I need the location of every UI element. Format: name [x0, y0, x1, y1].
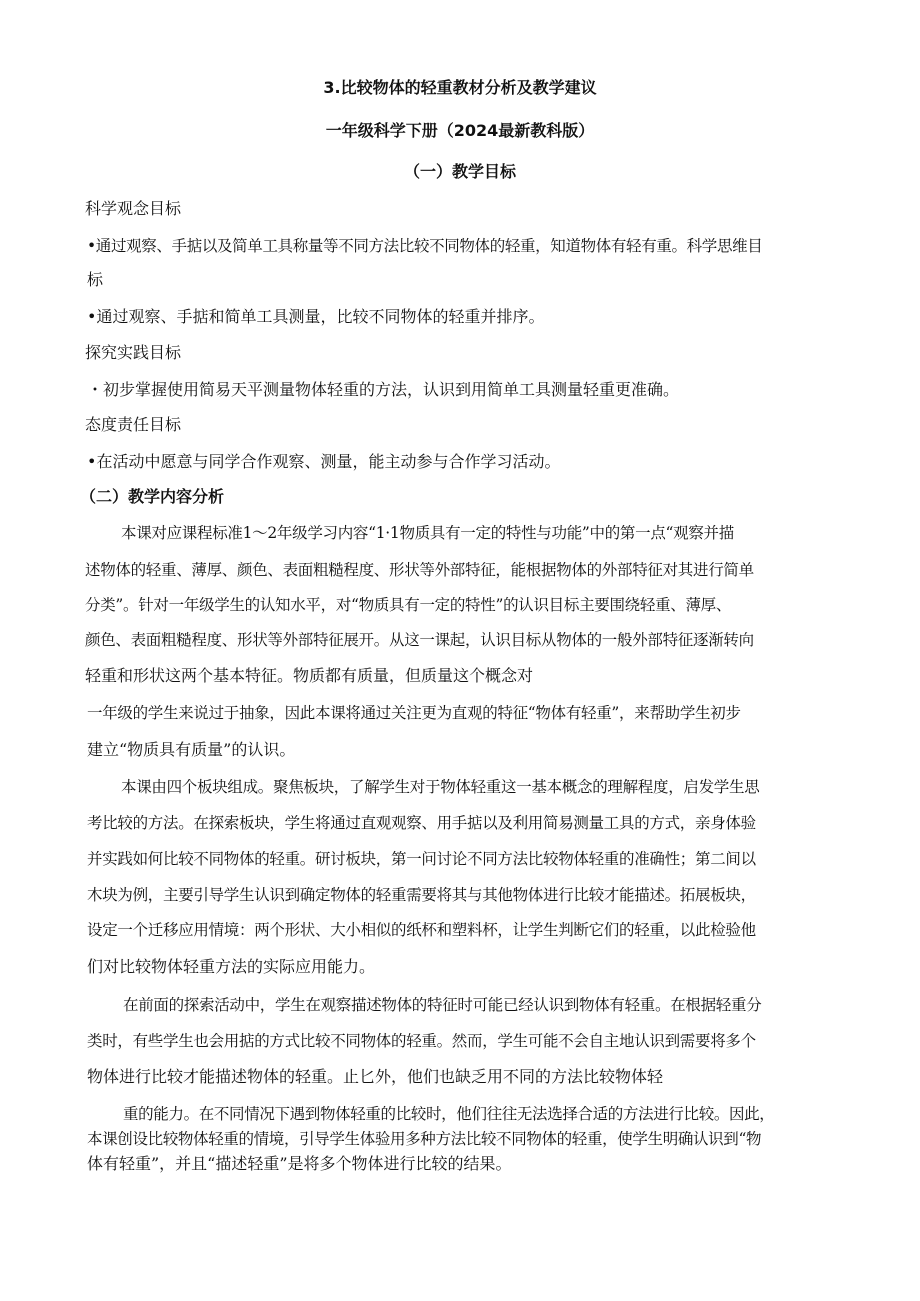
paragraph-line: 分类”。针对一年级学生的认知水平，对“物质具有一定的特性”的认识目标主要围绕轻重、薄厚、	[85, 596, 732, 614]
section-heading-content-analysis: （二）教学内容分析	[80, 487, 225, 506]
goal-item-inquiry-practice: ・初步掌握使用简易天平测量物体轻重的方法，认识到用简单工具测量轻重更准确。	[87, 380, 680, 399]
paragraph-line: 体有轻重”，并且“描述轻重”是将多个物体进行比较的结果。	[87, 1154, 512, 1173]
goal-item-scientific-thinking: •通过观察、手掂和简单工具测量，比较不同物体的轻重并排序。	[87, 307, 545, 326]
paragraph-line: 在前面的探索活动中，学生在观察描述物体的特征时可能已经认识到物体有轻重。在根据轻重分	[123, 996, 762, 1014]
paragraph-line: 本课创设比较物体轻重的情境，引导学生体验用多种方法比较不同物体的轻重，使学生明确认识到“物	[87, 1130, 762, 1148]
paragraph-line: 述物体的轻重、薄厚、颜色、表面粗糙程度、形状等外部特征，能根据物体的外部特征对其进行简单	[85, 561, 754, 579]
goal-item-science-concept: •通过观察、手掂以及简单工具称量等不同方法比较不同物体的轻重，知道物体有轻有重。科学思维目	[87, 237, 763, 255]
paragraph-line: 木块为例，主要引导学生认识到确定物体的轻重需要将其与其他物体进行比较才能描述。拓展板块，	[87, 886, 756, 904]
paragraph-line: 颜色、表面粗糙程度、形状等外部特征展开。从这一课起，认识目标从物体的一般外部特征逐渐转向	[85, 631, 754, 649]
section-heading-teaching-goals: （一）教学目标	[403, 162, 516, 181]
paragraph-line: 考比较的方法。在探索板块，学生将通过直观观察、用手掂以及利用简易测量工具的方式，亲身体验	[87, 814, 756, 832]
paragraph-line: 设定一个迁移应用情境：两个形状、大小相似的纸杯和塑料杯，让学生判断它们的轻重，以此检验他	[87, 921, 756, 939]
paragraph-line: 物体进行比较才能描述物体的轻重。止匕外，他们也缺乏用不同的方法比较物体轻	[87, 1067, 664, 1086]
paragraph-line: 并实践如何比较不同物体的轻重。研讨板块，第一问讨论不同方法比较物体轻重的准确性；第二间以	[87, 850, 756, 868]
paragraph-line: 重的能力。在不同情况下遇到物体轻重的比较时，他们往往无法选择合适的方法进行比较。因此，	[123, 1105, 775, 1123]
paragraph-line: 本课对应课程标准1〜2年级学习内容“1·1物质具有一定的特性与功能”中的第一点“观察并描	[121, 524, 734, 542]
goal-label-science-concept: 科学观念目标	[85, 199, 182, 218]
paragraph-line: 轻重和形状这两个基本特征。物质都有质量，但质量这个概念对	[85, 666, 534, 685]
goal-item-continuation: 标	[87, 270, 104, 289]
document-title: 3.比较物体的轻重教材分析及教学建议	[323, 78, 597, 97]
document-subtitle: 一年级科学下册（2024最新教科版）	[325, 121, 595, 140]
paragraph-line: 一年级的学生来说过于抽象，因此本课将通过关注更为直观的特征“物体有轻重”，来帮助学生初步	[87, 704, 741, 722]
paragraph-line: 们对比较物体轻重方法的实际应用能力。	[87, 957, 376, 976]
goal-label-inquiry-practice: 探究实践目标	[85, 343, 182, 362]
paragraph-line: 建立“物质具有质量”的认识。	[87, 740, 296, 759]
goal-item-attitude-responsibility: •在活动中愿意与同学合作观察、测量，能主动参与合作学习活动。	[87, 452, 561, 471]
paragraph-line: 类时，有些学生也会用掂的方式比较不同物体的轻重。然而，学生可能不会自主地认识到需要将多个	[87, 1032, 756, 1050]
goal-label-attitude-responsibility: 态度责任目标	[85, 415, 182, 434]
paragraph-line: 本课由四个板块组成。聚焦板块，了解学生对于物体轻重这一基本概念的理解程度，启发学生思	[121, 778, 760, 796]
